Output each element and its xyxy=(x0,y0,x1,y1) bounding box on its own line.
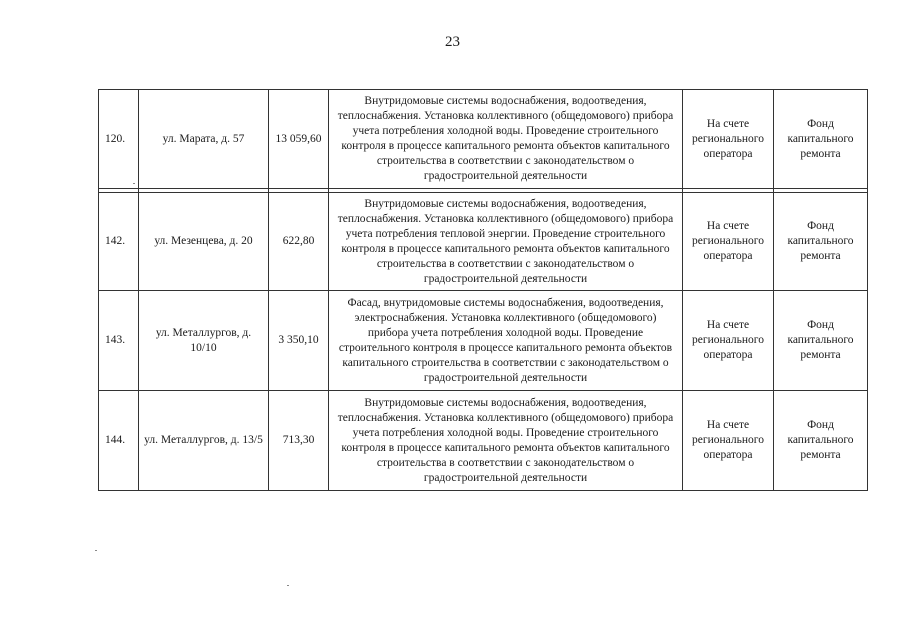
row-number: 144. xyxy=(99,391,139,491)
row-number: 142. xyxy=(99,193,139,291)
row-method: На счете регионального оператора xyxy=(683,90,774,189)
row-funding: Фонд капитального ремонта xyxy=(774,391,868,491)
row-area: 3 350,10 xyxy=(269,291,329,391)
scan-speck xyxy=(133,183,135,184)
row-method: На счете регионального оператора xyxy=(683,193,774,291)
row-description: Внутридомовые системы водоснабжения, водоотведения, теплоснабжения. Установка коллективного (общедомового) прибора учета потребления холодной воды. Проведение строительного контроля в процессе капитального ремонта объектов капитального строительства в соответствии с законодательством о градостроительной деятельности xyxy=(329,90,683,189)
row-method: На счете регионального оператора xyxy=(683,391,774,491)
table-row xyxy=(99,90,868,189)
row-description: Внутридомовые системы водоснабжения, водоотведения, теплоснабжения. Установка коллективного (общедомового) прибора учета потребления тепловой энергии. Проведение строительного контроля в процессе капитального ремонта объектов капитального строительства в соответствии с законодательством о градостроительной деятельности xyxy=(329,193,683,291)
row-address: ул. Металлургов, д. 13/5 xyxy=(139,391,269,491)
scan-speck xyxy=(95,550,97,551)
table-row xyxy=(99,391,868,491)
row-funding: Фонд капитального ремонта xyxy=(774,193,868,291)
row-funding: Фонд капитального ремонта xyxy=(774,90,868,189)
row-description: Внутридомовые системы водоснабжения, водоотведения, теплоснабжения. Установка коллективного (общедомового) прибора учета потребления холодной воды. Проведение строительного контроля в процессе капитального ремонта объектов капитального строительства в соответствии с законодательством о градостроительной деятельности xyxy=(329,391,683,491)
row-area: 713,30 xyxy=(269,391,329,491)
scan-speck xyxy=(287,585,289,586)
row-description: Фасад, внутридомовые системы водоснабжения, водоотведения, электроснабжения. Установка коллективного (общедомового) прибора учета потребления холодной воды. Проведение строительного контроля в процессе капитального ремонта объектов капитального строительства в соответствии с законодательством о градостроительной деятельности xyxy=(329,291,683,391)
row-area: 13 059,60 xyxy=(269,90,329,189)
table-row xyxy=(99,291,868,391)
row-address: ул. Марата, д. 57 xyxy=(139,90,269,189)
row-address: ул. Мезенцева, д. 20 xyxy=(139,193,269,291)
row-area: 622,80 xyxy=(269,193,329,291)
row-funding: Фонд капитального ремонта xyxy=(774,291,868,391)
page-number: 23 xyxy=(445,34,460,50)
row-method: На счете регионального оператора xyxy=(683,291,774,391)
row-number: 120. xyxy=(99,90,139,189)
row-address: ул. Металлургов, д. 10/10 xyxy=(139,291,269,391)
repair-works-table xyxy=(98,89,868,491)
table-row xyxy=(99,193,868,291)
row-number: 143. xyxy=(99,291,139,391)
